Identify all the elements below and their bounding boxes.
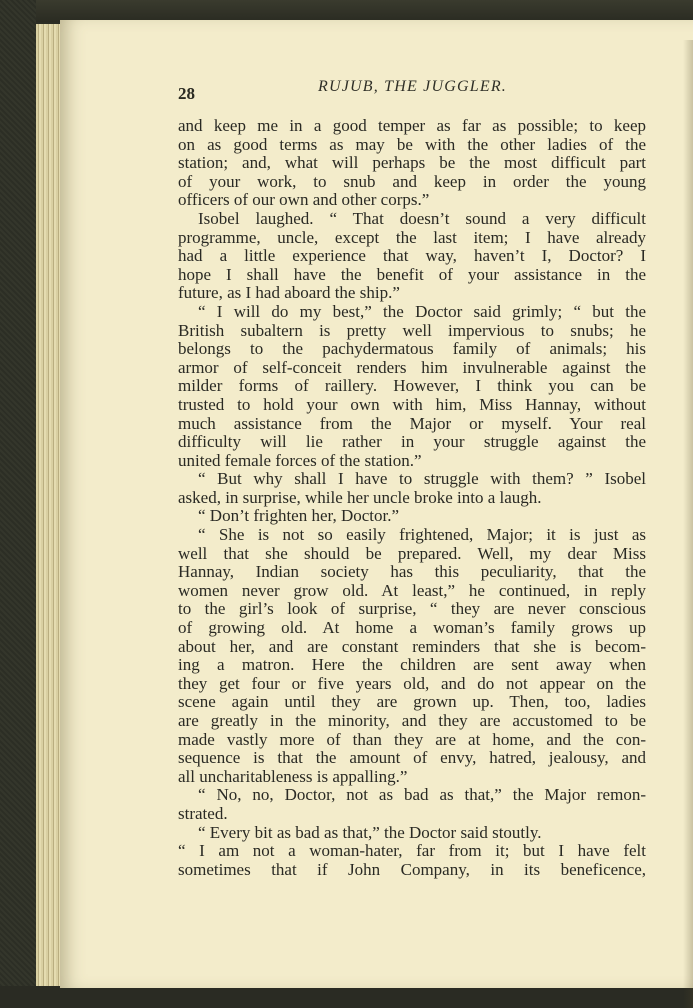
text-line: future, as I had aboard the ship.” [178,283,400,303]
text-line: “ I will do my best,” the Doctor said grimly; “ but the [198,301,646,321]
text-line: scene again until they are grown up. Then, too, ladies [178,692,646,712]
text-line: milder forms of raillery. However, I think you can be [178,376,646,396]
text-line: made vastly more of than they are at home, and the con- [178,729,646,749]
text-line: programme, uncle, except the last item; I have already [178,227,646,247]
text-line: well that she should be prepared. Well, my dear Miss [178,543,646,563]
text-line: united female forces of the station.” [178,450,422,470]
book-cover-spine [0,0,36,1000]
text-line: armor of self-conceit renders him invulnerable against the [178,357,646,377]
text-line: of growing old. At home a woman’s family grows up [178,618,646,638]
text-line: and keep me in a good temper as far as possible; to keep [178,116,646,135]
text-line: difficulty will lie rather in your struggle against the [178,432,646,452]
text-line: are greatly in the minority, and they are accustomed to be [178,711,646,730]
text-line: sequence is that the amount of envy, hatred, jealousy, and [178,748,646,768]
text-line: “ Every bit as bad as that,” the Doctor said stoutly. [198,822,542,842]
text-line: Isobel laughed. “ That doesn’t sound a very difficult [198,208,646,228]
text-line: to the girl’s look of surprise, “ they are never conscious [178,599,646,619]
text-line: much assistance from the Major or myself. Your real [178,413,646,433]
text-line: women never grow old. At least,” he continued, in reply [178,580,646,600]
text-line: ing a matron. Here the children are sent away when [178,655,646,675]
text-line: trusted to hold your own with him, Miss Hannay, without [178,394,646,414]
text-line: asked, in surprise, while her uncle broke into a laugh. [178,487,542,507]
text-line: “ She is not so easily frightened, Major; it is just as [198,525,646,545]
running-title: RUJUB, THE JUGGLER. [318,78,507,95]
text-line: on as good terms as may be with the other ladies of the [178,134,646,154]
body-text [178,117,646,879]
text-line: they get four or five years old, and do not appear on the [178,673,646,693]
text-line: station; and, what will perhaps be the most difficult part [178,153,646,173]
text-line: sometimes that if John Company, in its beneficence, [178,859,646,879]
text-line: hope I shall have the benefit of your assistance in the [178,264,646,284]
text-line: officers of our own and other corps.” [178,190,430,210]
book-cover-bottom [0,986,693,1000]
text-line: belongs to the pachydermatous family of animals; his [178,339,646,359]
text-line: “ But why shall I have to struggle with them? ” Isobel [198,469,646,489]
text-line: “ Don’t frighten her, Doctor.” [198,506,400,526]
page-right-shadow [683,40,693,1008]
text-line: of your work, to snub and keep in order the young [178,171,646,191]
text-line: “ No, no, Doctor, not as bad as that,” the Major remon- [198,785,646,805]
text-line: Hannay, Indian society has this peculiarity, that the [178,562,646,582]
text-line: all uncharitableness is appalling.” [178,766,408,786]
text-line: “ I am not a woman-hater, far from it; but I have felt [178,841,646,861]
text-line: had a little experience that way, haven’t I, Doctor? I [178,246,646,266]
book-cover-top [0,0,693,22]
text-line: strated. [178,803,228,823]
page-number: 28 [178,84,195,103]
text-line: British subaltern is pretty well impervious to snubs; he [178,320,646,340]
text-line: about her, and are constant reminders that she is becom- [178,636,646,656]
